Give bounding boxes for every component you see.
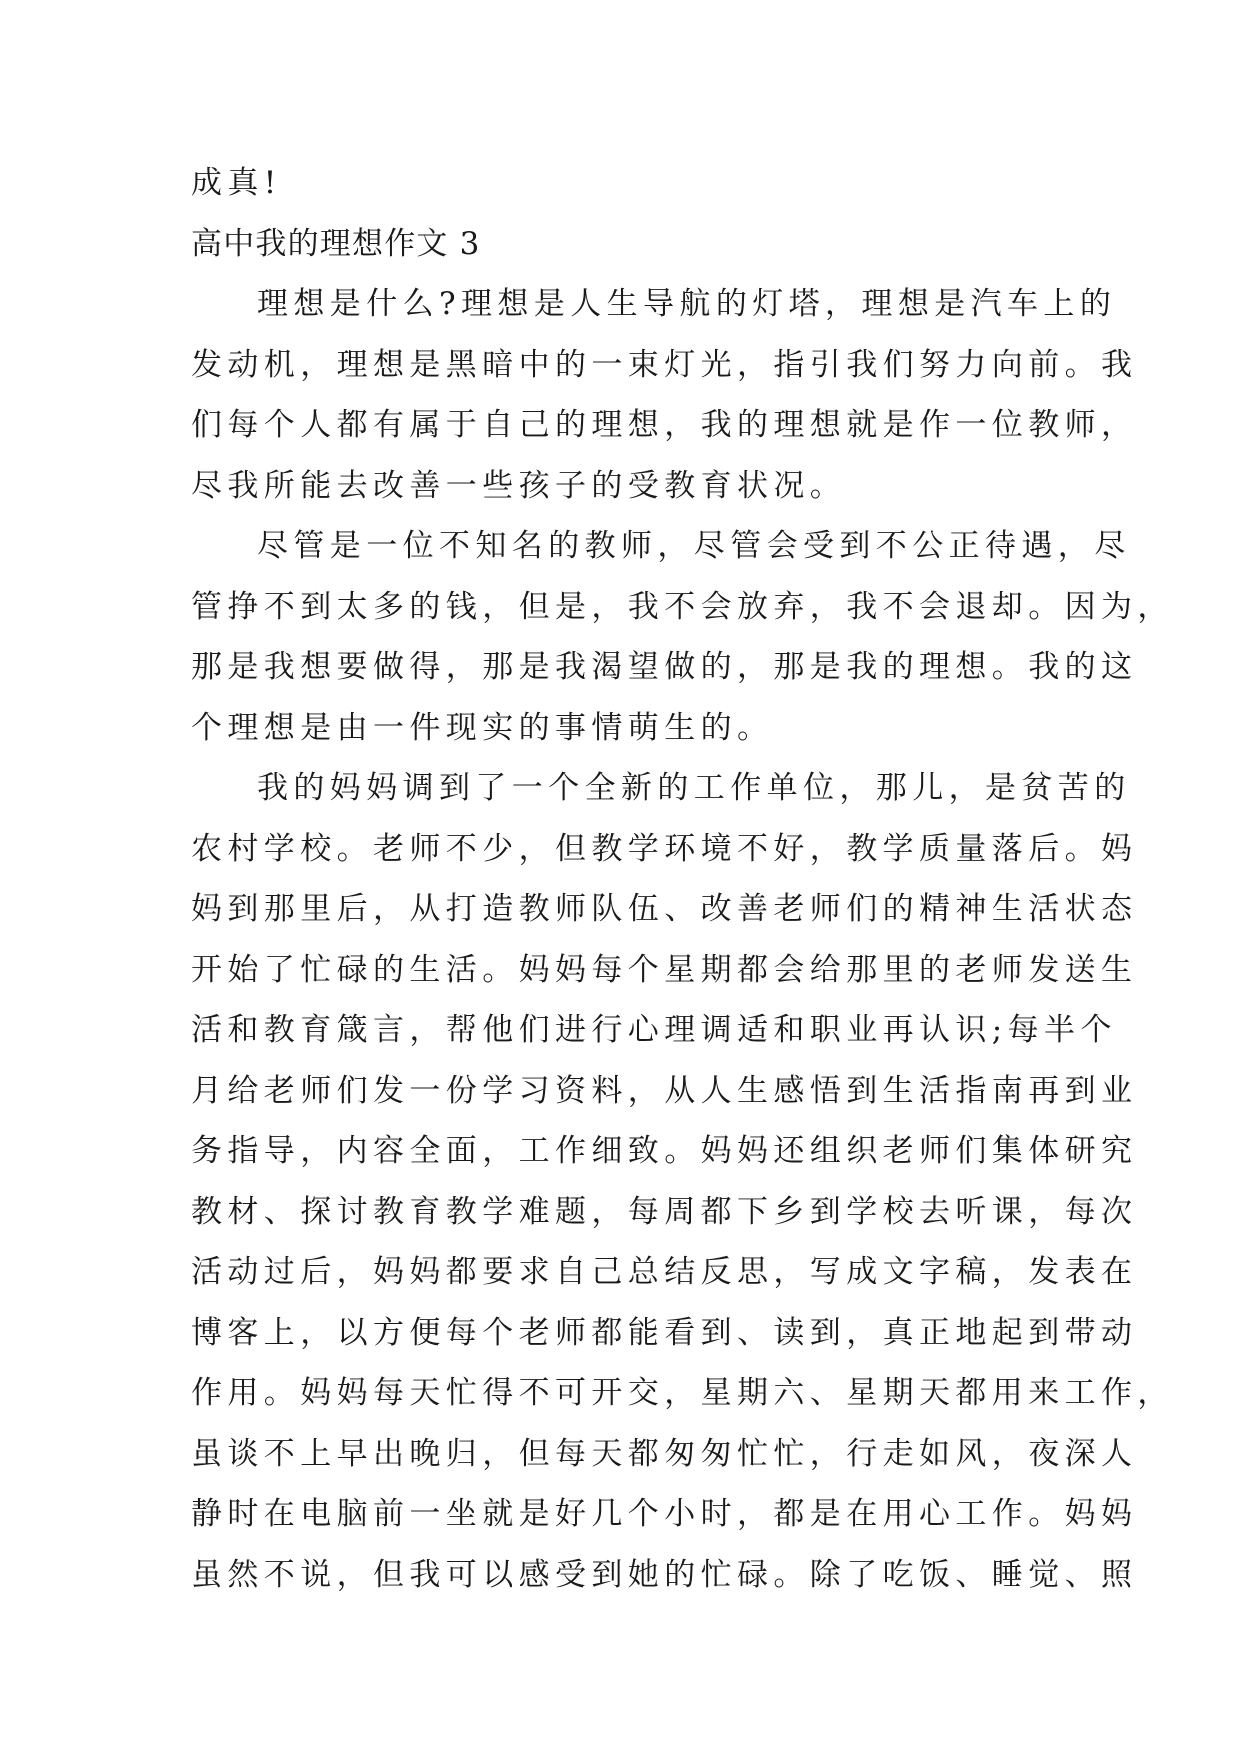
paragraph-1 xyxy=(191,274,1138,516)
paragraph-2 xyxy=(191,516,1174,758)
document-body xyxy=(191,153,1174,1605)
text-line: 作用。妈妈每天忙得不可开交，星期六、星期天都用来工作， xyxy=(191,1375,1174,1411)
continuation-text: 成真! xyxy=(191,165,282,201)
text-line: 务指导，内容全面，工作细致。妈妈还组织老师们集体研究 xyxy=(191,1133,1138,1169)
text-line: 教材、探讨教育教学难题，每周都下乡到学校去听课，每次 xyxy=(191,1193,1138,1230)
text-line: 理想是什么?理想是人生导航的灯塔，理想是汽车上的 xyxy=(257,286,1117,322)
text-line: 月给老师们发一份学习资料，从人生感悟到生活指南再到业 xyxy=(191,1072,1138,1109)
text-line: 农村学校。老师不少，但教学环境不好，教学质量落后。妈 xyxy=(191,830,1138,867)
text-line: 发动机，理想是黑暗中的一束灯光，指引我们努力向前。我 xyxy=(191,346,1138,383)
text-line: 开始了忙碌的生活。妈妈每个星期都会给那里的老师发送生 xyxy=(191,951,1138,988)
text-line: 们每个人都有属于自己的理想，我的理想就是作一位教师， xyxy=(191,407,1138,443)
paragraph-3 xyxy=(191,758,1174,1605)
text-line: 个理想是由一件现实的事情萌生的。 xyxy=(191,709,774,746)
text-line: 活动过后，妈妈都要求自己总结反思，写成文字稿，发表在 xyxy=(191,1254,1138,1290)
text-line: 我的妈妈调到了一个全新的工作单位，那儿，是贫苦的 xyxy=(257,770,1131,806)
text-line: 妈到那里后，从打造教师队伍、改善老师们的精神生活状态 xyxy=(191,891,1138,927)
essay-title: 高中我的理想作文 3 xyxy=(191,225,481,262)
text-line: 博客上，以方便每个老师都能看到、读到，真正地起到带动 xyxy=(191,1314,1138,1351)
text-line: 静时在电脑前一坐就是好几个小时，都是在用心工作。妈妈 xyxy=(191,1496,1138,1532)
text-line: 管挣不到太多的钱，但是，我不会放弃，我不会退却。因为， xyxy=(191,588,1174,625)
text-line: 尽我所能去改善一些孩子的受教育状况。 xyxy=(191,467,847,504)
text-line: 活和教育箴言，帮他们进行心理调适和职业再认识;每半个 xyxy=(191,1012,1117,1048)
text-line: 虽然不说，但我可以感受到她的忙碌。除了吃饭、睡觉、照 xyxy=(191,1556,1138,1593)
text-line: 那是我想要做得，那是我渴望做的，那是我的理想。我的这 xyxy=(191,649,1138,685)
text-line: 虽谈不上早出晚归，但每天都匆匆忙忙，行走如风，夜深人 xyxy=(191,1435,1138,1472)
text-line: 尽管是一位不知名的教师，尽管会受到不公正待遇，尽 xyxy=(257,528,1131,564)
